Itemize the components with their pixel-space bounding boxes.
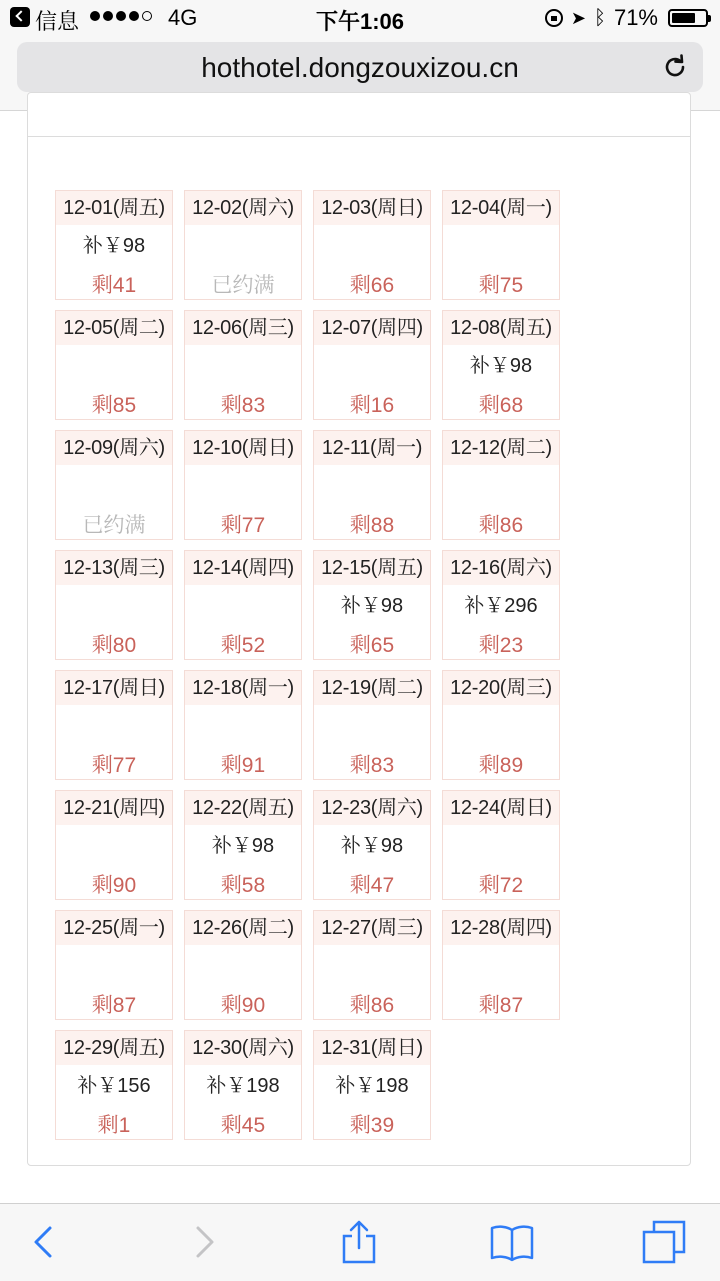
date-cell[interactable] xyxy=(184,790,302,900)
date-cell[interactable] xyxy=(442,790,560,900)
date-cell[interactable] xyxy=(55,310,173,420)
date-cell[interactable] xyxy=(55,910,173,1020)
date-label: 12-25(周一) xyxy=(56,911,172,945)
date-cell[interactable] xyxy=(442,430,560,540)
date-label: 12-06(周三) xyxy=(185,311,301,345)
remaining-count: 剩52 xyxy=(220,634,266,657)
remaining-count: 剩77 xyxy=(91,754,137,777)
date-label: 12-05(周二) xyxy=(56,311,172,345)
subsidy-price: 补￥156 xyxy=(77,1075,151,1097)
battery-level-fill xyxy=(672,13,695,23)
subsidy-price: 补￥98 xyxy=(340,595,404,617)
date-label: 12-09(周六) xyxy=(56,431,172,465)
remaining-count: 剩80 xyxy=(91,634,137,657)
date-label: 12-24(周日) xyxy=(443,791,559,825)
remaining-count: 剩68 xyxy=(478,394,524,417)
back-to-app-label[interactable]: 信息 xyxy=(35,9,80,34)
subsidy-price: 补￥98 xyxy=(469,355,533,377)
url-text[interactable]: hothotel.dongzouxizou.cn xyxy=(201,52,519,83)
date-label: 12-26(周二) xyxy=(185,911,301,945)
date-label: 12-28(周四) xyxy=(443,911,559,945)
date-label: 12-07(周四) xyxy=(314,311,430,345)
remaining-count: 剩72 xyxy=(478,874,524,897)
chevron-right-icon xyxy=(180,1218,228,1266)
battery-icon xyxy=(668,9,708,27)
date-label: 12-13(周三) xyxy=(56,551,172,585)
network-type: 4G xyxy=(168,5,198,30)
status-bar xyxy=(0,0,720,36)
date-cell[interactable] xyxy=(184,310,302,420)
bluetooth-icon: ᛒ xyxy=(593,6,606,29)
browser-toolbar xyxy=(0,1203,720,1281)
date-label: 12-21(周四) xyxy=(56,791,172,825)
remaining-count: 剩77 xyxy=(220,514,266,537)
date-cell[interactable] xyxy=(184,670,302,780)
subsidy-price: 补￥98 xyxy=(82,235,146,257)
date-cell[interactable] xyxy=(55,190,173,300)
date-cell[interactable] xyxy=(184,430,302,540)
remaining-count: 剩65 xyxy=(349,634,395,657)
bookmarks-button[interactable] xyxy=(488,1218,536,1266)
date-label: 12-17(周日) xyxy=(56,671,172,705)
remaining-count: 剩83 xyxy=(220,394,266,417)
location-arrow-icon: ➤ xyxy=(570,7,586,28)
date-cell[interactable] xyxy=(184,910,302,1020)
date-cell[interactable] xyxy=(313,310,431,420)
date-cell[interactable] xyxy=(313,430,431,540)
date-label: 12-02(周六) xyxy=(185,191,301,225)
remaining-count: 剩39 xyxy=(349,1114,395,1137)
date-label: 12-18(周一) xyxy=(185,671,301,705)
date-label: 12-08(周五) xyxy=(443,311,559,345)
date-label: 12-27(周三) xyxy=(314,911,430,945)
share-icon xyxy=(335,1218,383,1266)
date-cell xyxy=(184,190,302,300)
date-label: 12-22(周五) xyxy=(185,791,301,825)
remaining-count: 剩16 xyxy=(349,394,395,417)
remaining-count: 剩90 xyxy=(91,874,137,897)
date-cell[interactable] xyxy=(184,550,302,660)
book-icon xyxy=(488,1218,536,1266)
date-label: 12-11(周一) xyxy=(314,431,430,465)
date-label: 12-16(周六) xyxy=(443,551,559,585)
date-label: 12-30(周六) xyxy=(185,1031,301,1065)
subsidy-price: 补￥296 xyxy=(464,595,538,617)
remaining-count: 剩66 xyxy=(349,274,395,297)
remaining-count: 剩88 xyxy=(349,514,395,537)
chevron-left-icon xyxy=(20,1218,68,1266)
remaining-count: 剩47 xyxy=(349,874,395,897)
date-cell[interactable] xyxy=(442,310,560,420)
date-cell[interactable] xyxy=(184,1030,302,1140)
date-label: 12-29(周五) xyxy=(56,1031,172,1065)
remaining-count: 剩86 xyxy=(478,514,524,537)
remaining-count: 剩89 xyxy=(478,754,524,777)
date-cell[interactable] xyxy=(313,670,431,780)
remaining-count: 剩83 xyxy=(349,754,395,777)
date-label: 12-15(周五) xyxy=(314,551,430,585)
date-label: 12-01(周五) xyxy=(56,191,172,225)
remaining-count: 剩86 xyxy=(349,994,395,1017)
date-label: 12-04(周一) xyxy=(443,191,559,225)
date-label: 12-14(周四) xyxy=(185,551,301,585)
subsidy-price: 补￥98 xyxy=(340,835,404,857)
rotation-lock-icon xyxy=(545,9,563,27)
fully-booked-label: 已约满 xyxy=(211,274,275,297)
remaining-count: 剩91 xyxy=(220,754,266,777)
fully-booked-label: 已约满 xyxy=(82,514,146,537)
remaining-count: 剩87 xyxy=(91,994,137,1017)
date-label: 12-12(周二) xyxy=(443,431,559,465)
date-label: 12-23(周六) xyxy=(314,791,430,825)
remaining-count: 剩1 xyxy=(97,1114,131,1137)
date-label: 12-19(周二) xyxy=(314,671,430,705)
remaining-count: 剩45 xyxy=(220,1114,266,1137)
remaining-count: 剩41 xyxy=(91,274,137,297)
date-cell[interactable] xyxy=(442,910,560,1020)
clock: 下午1:06 xyxy=(315,9,405,34)
date-cell[interactable] xyxy=(313,910,431,1020)
card-header-divider xyxy=(28,136,690,137)
date-label: 12-10(周日) xyxy=(185,431,301,465)
reload-icon[interactable] xyxy=(661,53,689,81)
tabs-icon xyxy=(640,1218,688,1266)
date-cell[interactable] xyxy=(442,190,560,300)
date-cell[interactable] xyxy=(313,550,431,660)
date-cell[interactable] xyxy=(313,1030,431,1140)
subsidy-price: 补￥198 xyxy=(206,1075,280,1097)
date-cell[interactable] xyxy=(55,1030,173,1140)
date-label: 12-20(周三) xyxy=(443,671,559,705)
date-cell[interactable] xyxy=(442,670,560,780)
address-bar[interactable] xyxy=(17,42,703,92)
remaining-count: 剩58 xyxy=(220,874,266,897)
date-cell[interactable] xyxy=(55,790,173,900)
date-cell[interactable] xyxy=(442,550,560,660)
share-button[interactable] xyxy=(335,1218,383,1266)
battery-percent: 71% xyxy=(613,5,658,30)
date-label: 12-31(周日) xyxy=(314,1031,430,1065)
forward-button[interactable] xyxy=(180,1218,228,1266)
date-cell[interactable] xyxy=(313,190,431,300)
subsidy-price: 补￥98 xyxy=(211,835,275,857)
remaining-count: 剩23 xyxy=(478,634,524,657)
date-cell[interactable] xyxy=(313,790,431,900)
date-label: 12-03(周日) xyxy=(314,191,430,225)
remaining-count: 剩85 xyxy=(91,394,137,417)
date-cell[interactable] xyxy=(55,550,173,660)
subsidy-price: 补￥198 xyxy=(335,1075,409,1097)
date-cell xyxy=(55,430,173,540)
date-cell[interactable] xyxy=(55,670,173,780)
remaining-count: 剩75 xyxy=(478,274,524,297)
remaining-count: 剩90 xyxy=(220,994,266,1017)
remaining-count: 剩87 xyxy=(478,994,524,1017)
calendar-card xyxy=(27,92,691,1166)
back-button[interactable] xyxy=(20,1218,68,1266)
tabs-button[interactable] xyxy=(640,1218,688,1266)
